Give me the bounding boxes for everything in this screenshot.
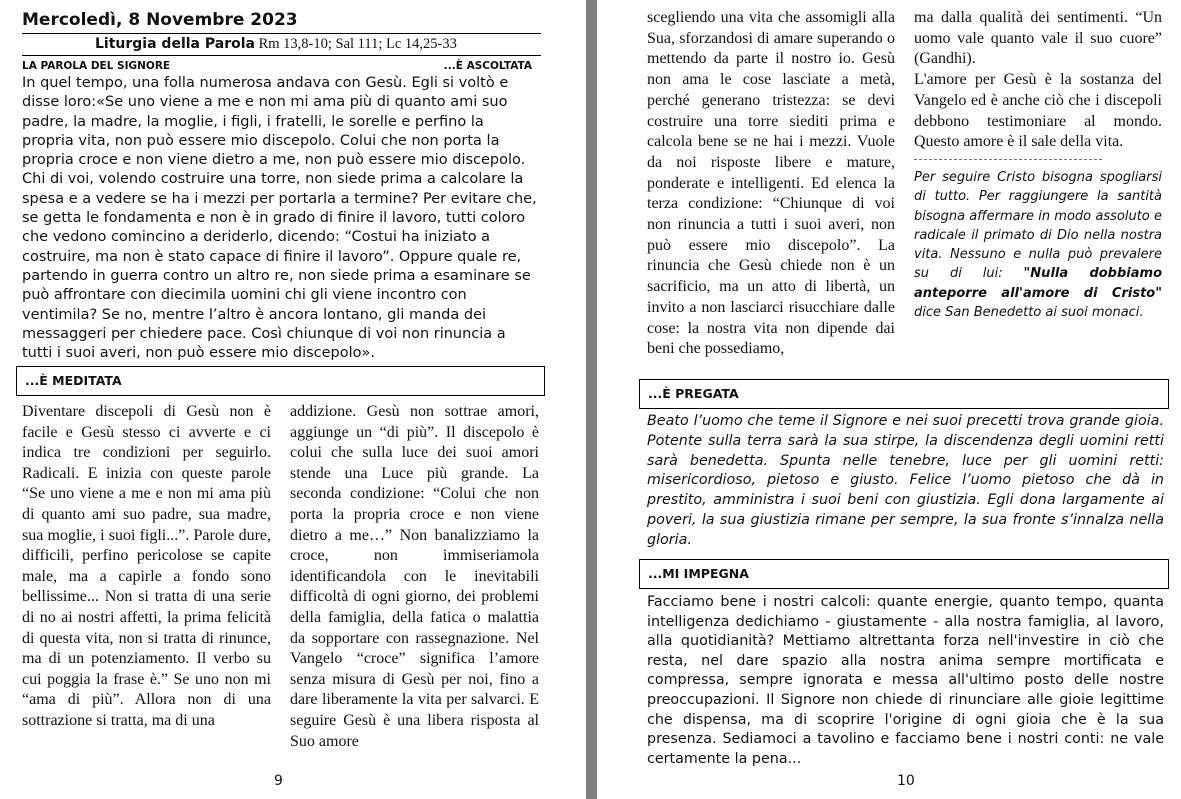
meditata-column-4: [914, 8, 1162, 322]
section-label: ...È PREGATA: [648, 386, 739, 401]
quote-outro: dice San Benedetto ai suoi monaci.: [914, 305, 1144, 320]
psalm-text: Beato l’uomo che teme il Signore e nei suoi precetti trova grande gioia. Potente sulla terra sarà la sua stirpe, la discendenza degli uomini retti sarà benedetta. Spunta nelle tenebre, luce per gli uomini retti: misericordioso, pietoso e giusto. Felice l’uomo pietoso che dà in prestito, amministra i suoi beni con giustizia. Egli dona largamente ai poveri, la sua giustizia rimane per sempre, la sua fronte s’innalza nella gloria.: [647, 413, 1164, 548]
section-label: ...MI IMPEGNA: [648, 566, 749, 581]
quote-highlight: "Nulla dobbiamo anteporre all'amore di Cristo": [914, 266, 1163, 301]
divider: [22, 55, 541, 56]
ascoltata-label: ...È ASCOLTATA: [443, 60, 532, 72]
impegna-text: Facciamo bene i nostri calcoli: quante energie, quanto tempo, quanta intelligenza dedichiamo - giustamente - alla nostra famiglia, al lavoro, alla quotidianità? Mettiamo altrettanta forza nell'investire in ciò che resta, nel dare spazio alla nostra anima sempre mortificata e compressa, sempre ignorata e messa all'ultimo posto delle nostre preoccupazioni. Il Signore non chiede di rinunciare alle gioie legittime che dispensa, ma di scoprire l'origine di ogni gioia che è la sua presenza. Sediamoci a tavolino e facciamo bene i nostri conti: ne vale certamente la pena...: [647, 594, 1164, 767]
section-header-meditata: [16, 366, 545, 396]
left-page: [0, 0, 586, 799]
love-text: L'amore per Gesù è la sostanza del Vangelo ed è anche ciò che i discepoli debbono testimoniare al mondo. Questo amore è il sale della vita.: [914, 71, 1162, 151]
page-gutter: [586, 0, 597, 799]
divider: [22, 33, 541, 34]
liturgy-title: Liturgia della Parola: [95, 36, 255, 52]
right-page: [597, 0, 1181, 799]
benedetto-quote: [914, 168, 1162, 322]
page-number: 10: [897, 773, 915, 789]
liturgy-refs: Rm 13,8-10; Sal 111; Lc 14,25-33: [254, 36, 457, 52]
gospel-text: In quel tempo, una folla numerosa andava con Gesù. Egli si voltò e disse loro:«Se uno viene a me e non mi ama più di quanto ami suo padre, la madre, la moglie, i figli, i fratelli, le sorelle e perfino la propria vita, non può essere mio discepolo. Colui che non porta la propria croce e non viene dietro a me, non può essere mio discepolo. Chi di voi, volendo costruire una torre, non siede prima a calcolare la spesa e a vedere se ha i mezzi per portarla a termine? Per evitare che, se getta le fondamenta e non è in grado di finire il lavoro, tutti coloro che vedono comincino a deriderlo, dicendo: “Costui ha iniziato a costruire, ma non è stato capace di finire il lavoro”. Oppure quale re, partendo in guerra contro un altro re, non siede prima a esaminare se può affrontare con diecimila uomini chi gli viene incontro con ventimila? Se no, mentre l’altro è ancora lontano, gli manda dei messaggeri per chiedere pace. Così chiunque di voi non rinuncia a tutti i suoi averi, non può essere mio discepolo».: [22, 75, 537, 362]
meditata-column-3: scegliendo una vita che assomigli alla Sua, sforzandosi di amare superando o mettendo da parte il nostro io. Gesù non ama le cose lasciate a metà, perché generano tristezza: se devi costruire una torre siediti prima e calcola bene se ne hai i mezzi. Vuole da noi risposte libere e mature, ponderate e intelligenti. Ed elenca la terza condizione: “Chiunque di voi non rinuncia a tutti i suoi averi, non può essere mio discepolo”. La rinuncia che Gesù chiede non è un sacrificio, ma un atto di libertà, un invito a non lasciarci risucchiare dalle cose: la nostra vita non dipende dai beni che possediamo,: [647, 9, 895, 358]
meditata-column-1: Diventare discepoli di Gesù non è facile e Gesù stesso ci avverte e ci indica tre condizioni per seguirlo. Radicali. E inizia con queste parole “Se uno viene a me e non mi ama più di quanto ami suo padre, sua madre, sua moglie, i suoi figli...”. Parole dure, difficili, perfino pericolose se capite male, ma a capirle a fondo sono bellissime... Non si tratta di una serie di no ai nostri affetti, la prima felicità di questa vita, non si tratta di rinunce, ma di un potenziamento. Il verbo su cui poggia la frase è.” Se uno non mi “ama di più”. Allora non di una sottrazione si tratta, ma di una: [22, 403, 271, 729]
gandhi-quote-text: ma dalla qualità dei sentimenti. “Un uomo vale quanto vale il suo cuore” (Gandhi).: [914, 9, 1162, 68]
section-label: ...È MEDITATA: [25, 373, 122, 388]
quote-intro: Per seguire Cristo bisogna spogliarsi di tutto. Per raggiungere la santità bisogna affermare in modo assoluto e radicale il primato di Dio nella nostra vita. Nessuno e nulla può prevalere su di lui:: [914, 169, 1162, 282]
section-header-pregata: [639, 379, 1169, 409]
section-header-impegna: [639, 559, 1169, 589]
separator: [914, 159, 1102, 160]
page-date: Mercoledì, 8 Novembre 2023: [22, 10, 298, 30]
page-number: 9: [274, 773, 283, 789]
meditata-column-2: addizione. Gesù non sottrae amori, aggiunge un “di più”. Il discepolo è colui che sulla luce dei suoi amori stende una Luce più grande. La seconda condizione: “Colui che non porta la propria croce e non viene dietro a me…” Non banalizziamo la croce, non immiseriamola identificandola con le inevitabili difficoltà di ogni giorno, dei problemi della famiglia, della fatica o malattia da sopportare con rassegnazione. Nel Vangelo “croce” significa l’amore senza misura di Gesù per noi, fino a dare liberamente la vita per salvarci. E seguire Gesù è una libera risposta al Suo amore: [290, 403, 539, 750]
liturgy-heading: [95, 36, 457, 53]
parola-label: LA PAROLA DEL SIGNORE: [22, 60, 171, 72]
